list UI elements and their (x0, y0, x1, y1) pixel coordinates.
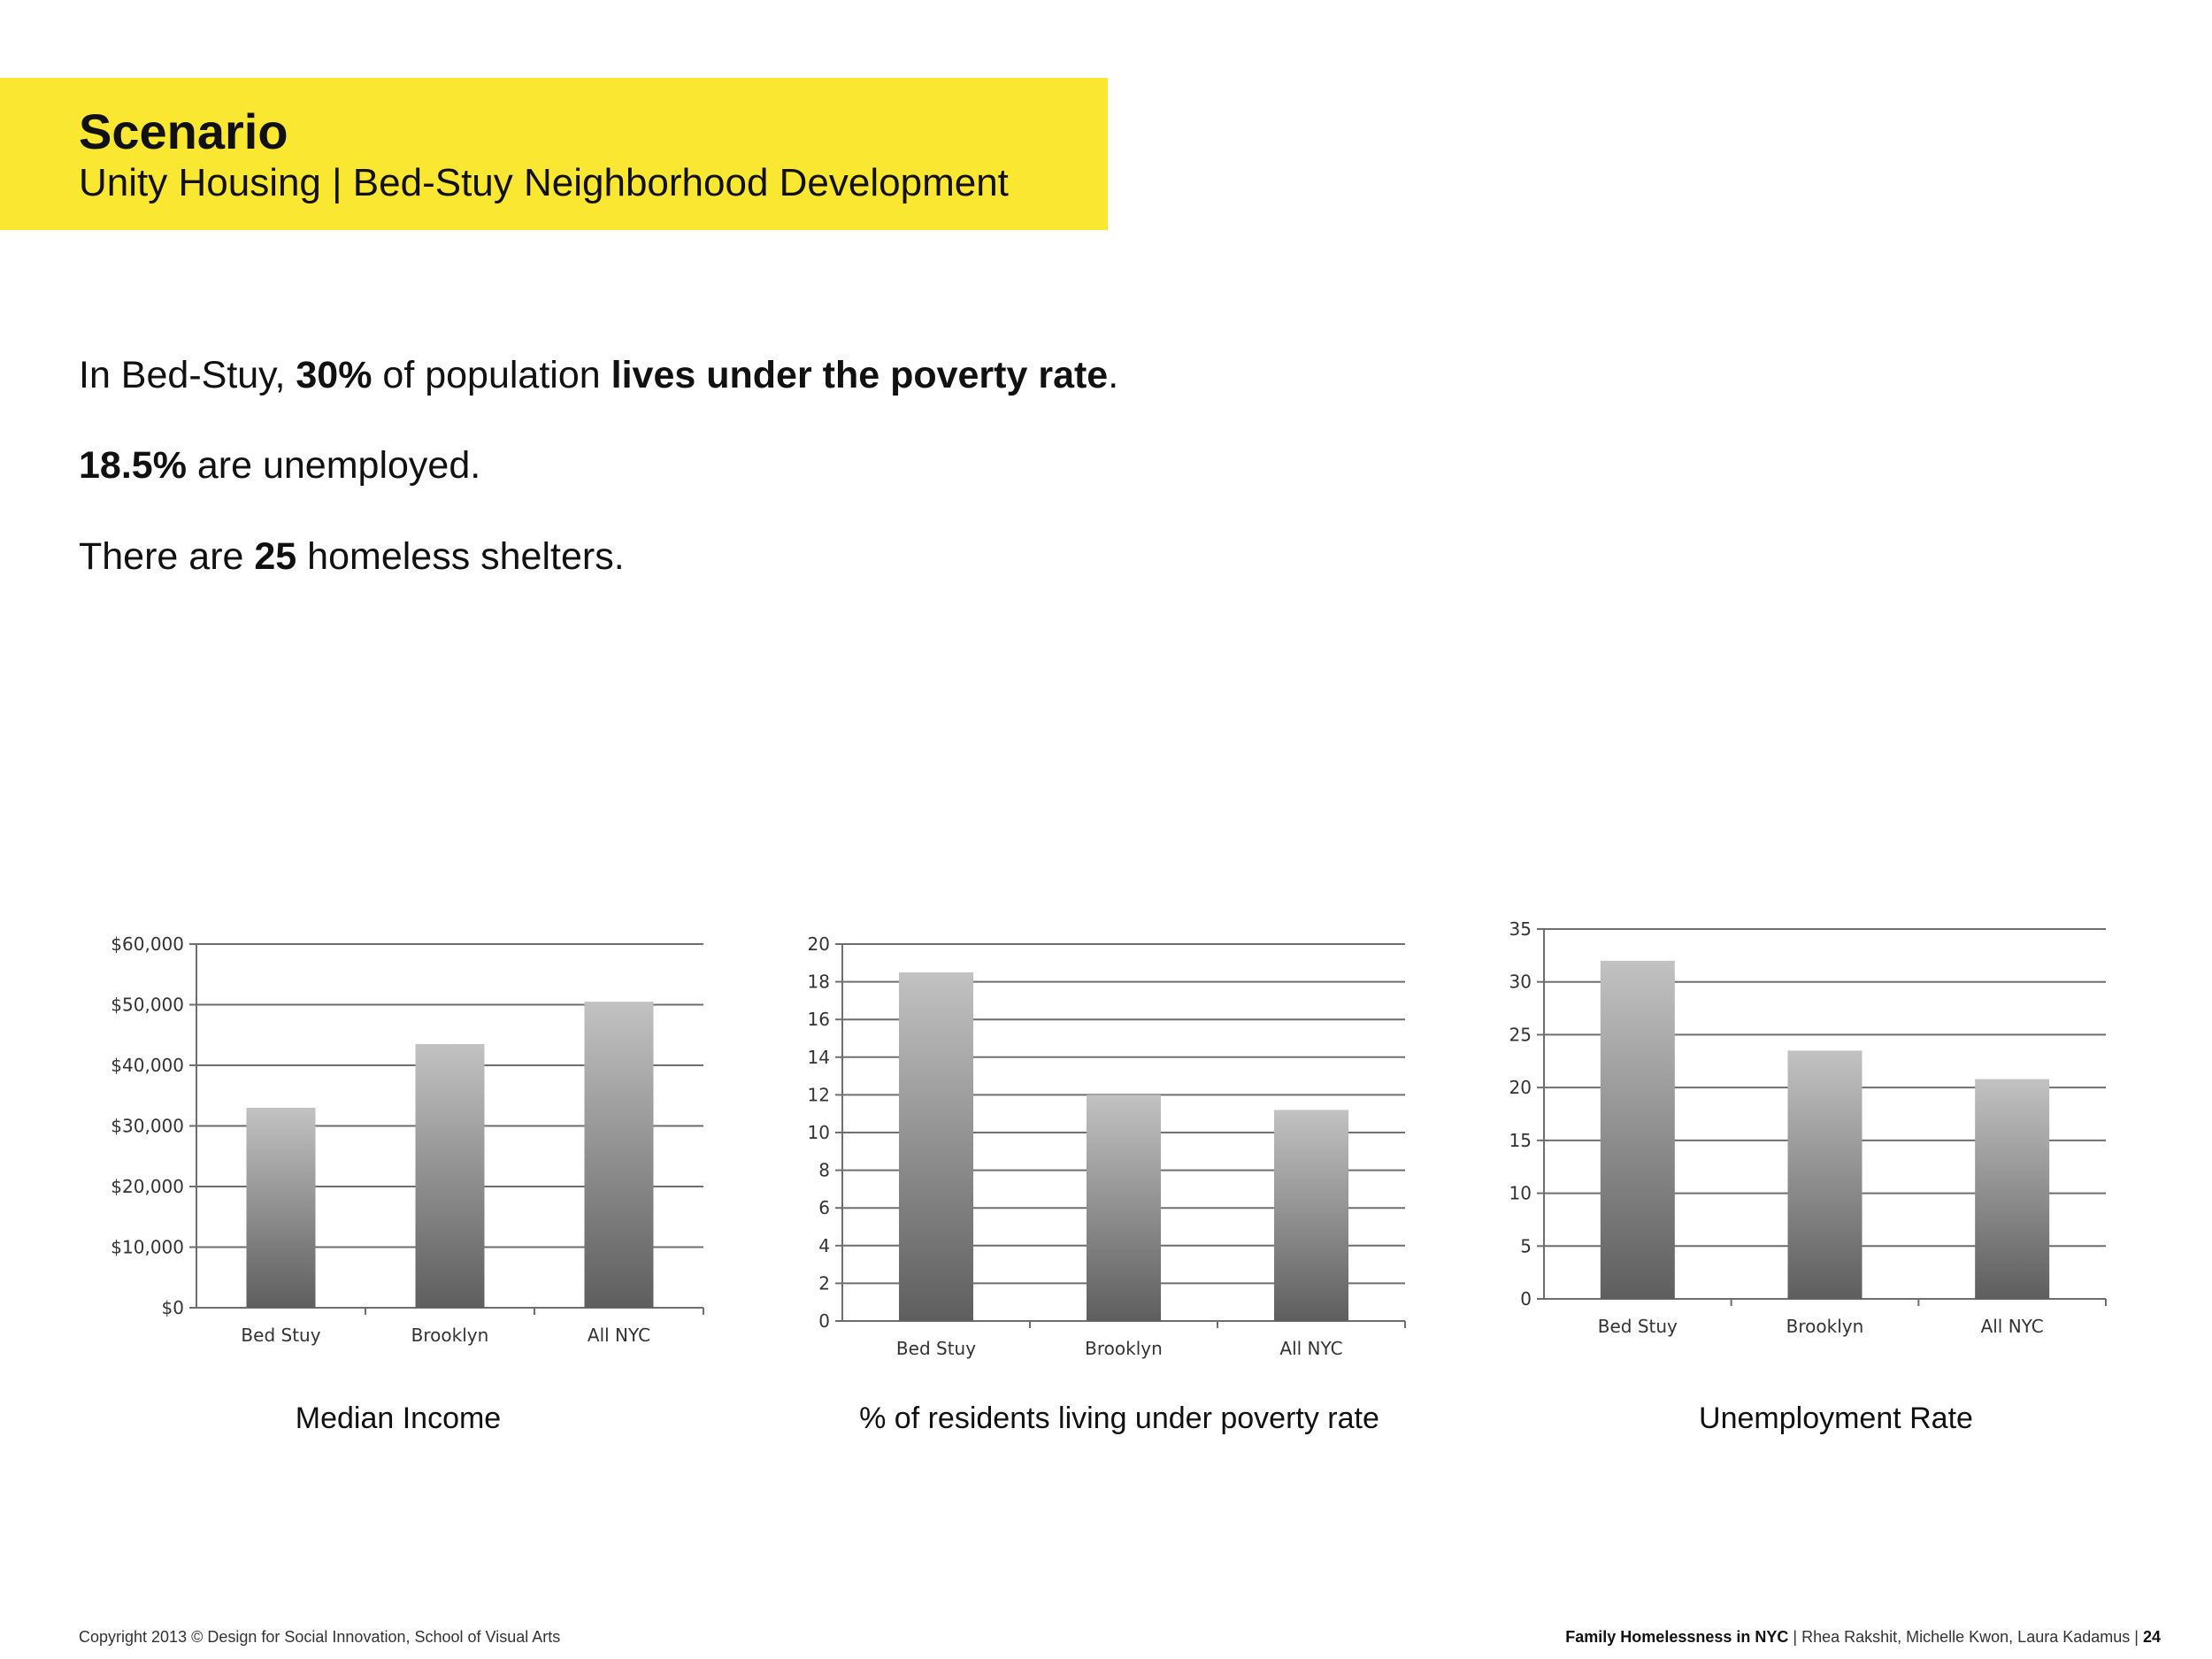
y-tick-label: 2 (818, 1272, 830, 1294)
bar-bed-stuy (1601, 961, 1675, 1299)
copyright-footer: Copyright 2013 © Design for Social Innovation, School of Visual Arts (79, 1628, 561, 1646)
page-number: 24 (2142, 1628, 2161, 1646)
fact-shelters: There are 25 homeless shelters. (79, 535, 625, 578)
y-tick-label: $0 (161, 1297, 184, 1318)
x-tick-label: Brooklyn (1786, 1316, 1864, 1337)
median-income-chart (88, 920, 726, 1363)
y-tick-label: $30,000 (111, 1115, 184, 1137)
y-tick-label: $40,000 (111, 1055, 184, 1076)
y-tick-label: $50,000 (111, 994, 184, 1016)
page-subtitle: Unity Housing | Bed-Stuy Neighborhood Development (79, 161, 1009, 204)
bar-brooklyn (1087, 1094, 1161, 1321)
bar-brooklyn (416, 1044, 485, 1308)
y-tick-label: 4 (818, 1234, 830, 1256)
bar-bed-stuy (247, 1108, 316, 1308)
bar-all-nyc (1975, 1079, 2049, 1299)
x-tick-label: All NYC (1279, 1338, 1343, 1359)
x-tick-label: Brooklyn (411, 1325, 489, 1346)
y-tick-label: 12 (807, 1084, 830, 1106)
fact-unemployment: 18.5% are unemployed. (79, 444, 481, 487)
y-tick-label: $60,000 (111, 933, 184, 955)
chart-caption-poverty-rate: % of residents living under poverty rate (859, 1402, 1379, 1435)
bar-all-nyc (1274, 1110, 1348, 1321)
fact-poverty: In Bed-Stuy, 30% of population lives under the poverty rate. (79, 354, 1119, 396)
y-tick-label: $20,000 (111, 1176, 184, 1197)
chart-caption-unemployment-rate: Unemployment Rate (1699, 1402, 1973, 1435)
y-tick-label: $10,000 (111, 1236, 184, 1258)
y-tick-label: 0 (1520, 1288, 1532, 1310)
page-title: Scenario (79, 104, 288, 159)
y-tick-label: 18 (807, 971, 830, 993)
y-tick-label: 10 (1509, 1182, 1532, 1204)
x-tick-label: All NYC (1980, 1316, 2044, 1337)
x-tick-label: Brooklyn (1085, 1338, 1163, 1359)
chart-caption-median-income: Median Income (295, 1402, 502, 1435)
y-tick-label: 5 (1520, 1235, 1532, 1257)
y-tick-label: 15 (1509, 1129, 1532, 1151)
bar-bed-stuy (899, 972, 973, 1321)
y-tick-label: 6 (818, 1197, 830, 1219)
x-tick-label: Bed Stuy (1597, 1316, 1678, 1337)
report-footer: Family Homelessness in NYC | Rhea Rakshit, Michelle Kwon, Laura Kadamus | 24 (1565, 1628, 2161, 1646)
unemployment-rate-chart (1482, 911, 2119, 1354)
y-tick-label: 35 (1509, 918, 1532, 940)
y-tick-label: 25 (1509, 1024, 1532, 1046)
y-tick-label: 16 (807, 1009, 830, 1031)
x-tick-label: All NYC (587, 1325, 651, 1346)
bar-brooklyn (1788, 1050, 1863, 1299)
y-tick-label: 14 (807, 1046, 830, 1068)
y-tick-label: 8 (818, 1159, 830, 1181)
report-title: Family Homelessness in NYC (1565, 1628, 1789, 1646)
y-tick-label: 20 (1509, 1077, 1532, 1099)
x-tick-label: Bed Stuy (895, 1338, 977, 1359)
y-tick-label: 0 (818, 1310, 830, 1332)
x-tick-label: Bed Stuy (241, 1325, 321, 1346)
bar-all-nyc (585, 1002, 654, 1308)
y-tick-label: 20 (807, 933, 830, 955)
y-tick-label: 10 (807, 1122, 830, 1143)
report-authors: Rhea Rakshit, Michelle Kwon, Laura Kadamus (1801, 1628, 2131, 1646)
y-tick-label: 30 (1509, 971, 1532, 993)
poverty-rate-chart (787, 920, 1425, 1363)
